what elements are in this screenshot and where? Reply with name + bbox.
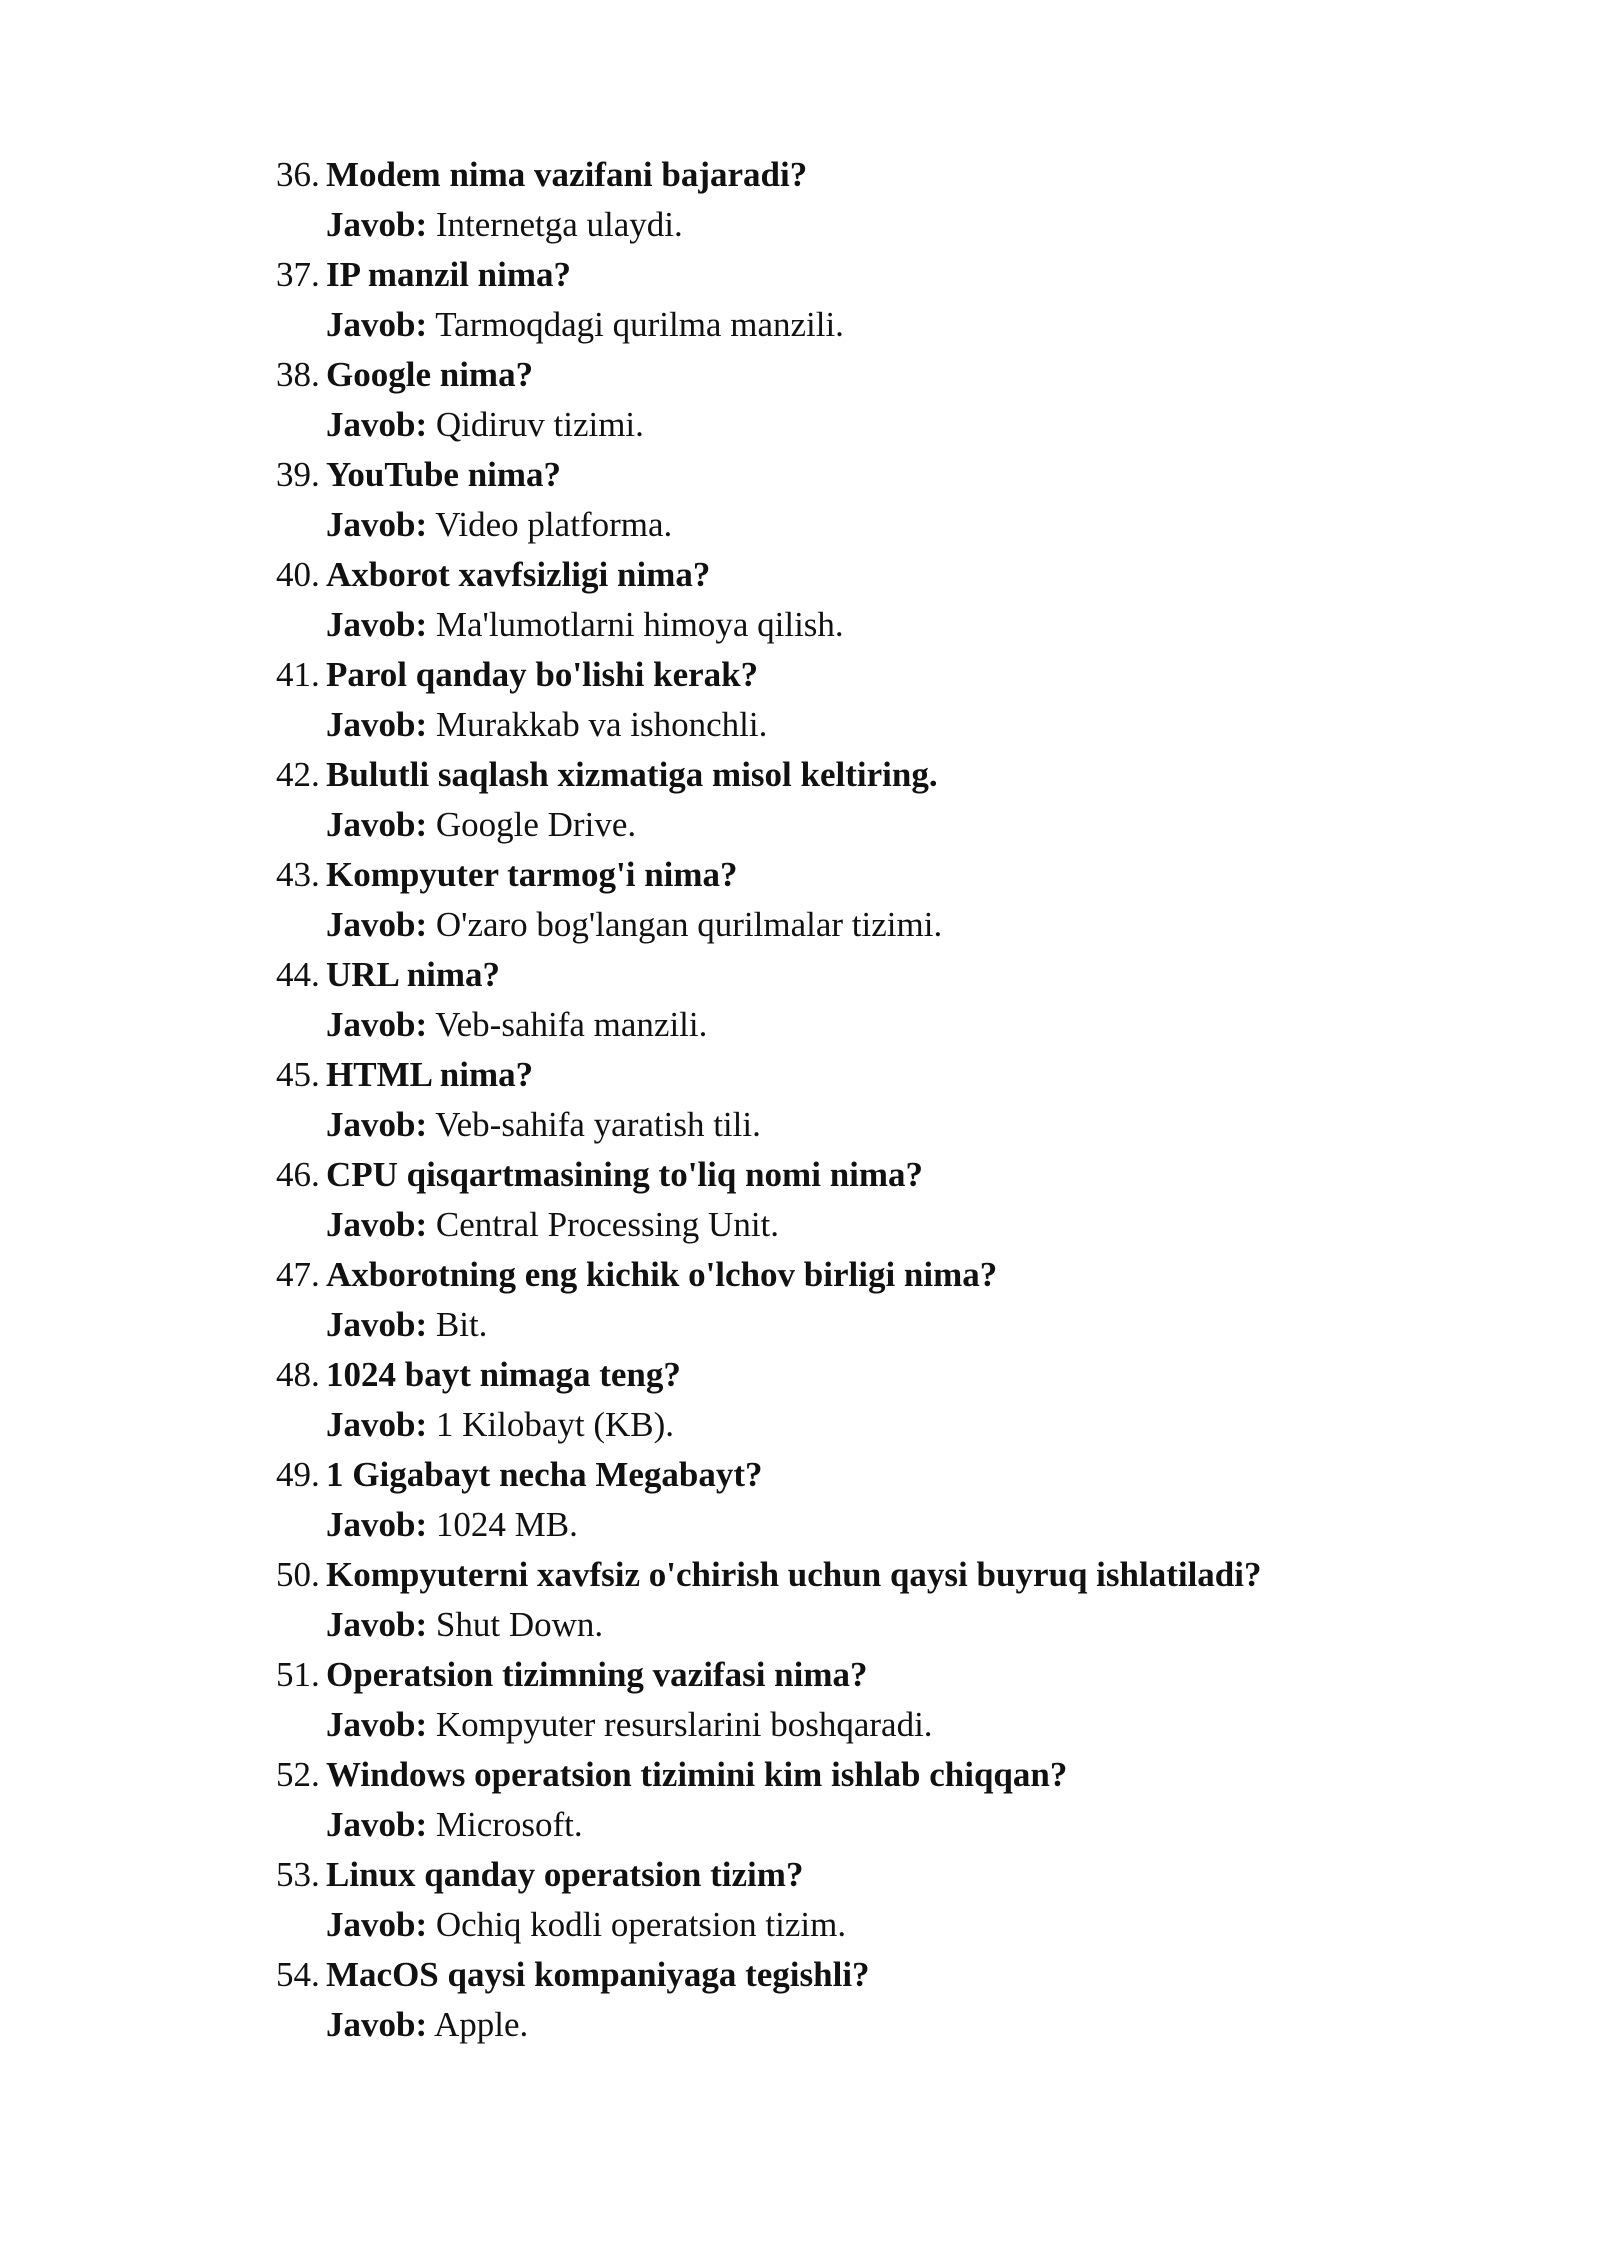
answer-label: Javob: — [326, 1905, 428, 1944]
qa-item — [276, 1750, 1516, 1850]
qa-item — [276, 1350, 1516, 1450]
question-line — [276, 1250, 1516, 1300]
answer-text: O'zaro bog'langan qurilmalar tizimi. — [435, 905, 943, 944]
question-line — [276, 1650, 1516, 1700]
answer-text: Bit. — [435, 1305, 488, 1344]
question-number: 50. — [276, 1555, 320, 1594]
answer-line — [276, 300, 1516, 350]
answer-line — [276, 1200, 1516, 1250]
answer-line — [276, 500, 1516, 550]
answer-label: Javob: — [326, 1805, 428, 1844]
answer-text: Internetga ulaydi. — [435, 205, 683, 244]
question-text: Axborotning eng kichik o'lchov birligi nima? — [326, 1255, 998, 1294]
qa-item — [276, 1950, 1516, 2050]
answer-text: 1024 MB. — [435, 1505, 578, 1544]
answer-text: Murakkab va ishonchli. — [435, 705, 768, 744]
question-number: 40. — [276, 555, 320, 594]
answer-label: Javob: — [326, 505, 428, 544]
question-text: Bulutli saqlash xizmatiga misol keltiring. — [326, 755, 938, 794]
question-text: HTML nima? — [326, 1055, 534, 1094]
question-number: 44. — [276, 955, 320, 994]
question-number: 37. — [276, 255, 320, 294]
question-text: 1024 bayt nimaga teng? — [326, 1355, 681, 1394]
answer-text: Google Drive. — [435, 805, 637, 844]
question-line — [276, 1450, 1516, 1500]
question-text: Parol qanday bo'lishi kerak? — [326, 655, 759, 694]
answer-text: Microsoft. — [435, 1805, 583, 1844]
question-line — [276, 950, 1516, 1000]
question-number: 41. — [276, 655, 320, 694]
qa-item — [276, 1050, 1516, 1150]
question-text: Axborot xavfsizligi nima? — [326, 555, 711, 594]
qa-item — [276, 850, 1516, 950]
qa-item — [276, 550, 1516, 650]
answer-label: Javob: — [326, 1205, 428, 1244]
question-number: 45. — [276, 1055, 320, 1094]
question-line — [276, 750, 1516, 800]
answer-text: Ma'lumotlarni himoya qilish. — [435, 605, 844, 644]
answer-text: Ochiq kodli operatsion tizim. — [435, 1905, 847, 1944]
answer-line — [276, 1300, 1516, 1350]
qa-item — [276, 1450, 1516, 1550]
qa-item — [276, 450, 1516, 550]
qa-item — [276, 650, 1516, 750]
qa-item — [276, 250, 1516, 350]
question-line — [276, 350, 1516, 400]
question-number: 49. — [276, 1455, 320, 1494]
qa-item — [276, 750, 1516, 850]
answer-line — [276, 1500, 1516, 1550]
answer-line — [276, 1100, 1516, 1150]
answer-line — [276, 200, 1516, 250]
answer-line — [276, 1400, 1516, 1450]
answer-line — [276, 600, 1516, 650]
answer-line — [276, 900, 1516, 950]
answer-text: Veb-sahifa manzili. — [435, 1005, 708, 1044]
qa-list — [276, 150, 1516, 2050]
answer-label: Javob: — [326, 2005, 428, 2044]
question-line — [276, 1350, 1516, 1400]
qa-item — [276, 950, 1516, 1050]
question-number: 42. — [276, 755, 320, 794]
question-number: 53. — [276, 1855, 320, 1894]
answer-line — [276, 700, 1516, 750]
question-number: 54. — [276, 1955, 320, 1994]
question-text: MacOS qaysi kompaniyaga tegishli? — [326, 1955, 870, 1994]
answer-label: Javob: — [326, 305, 428, 344]
question-number: 48. — [276, 1355, 320, 1394]
question-line — [276, 150, 1516, 200]
answer-label: Javob: — [326, 605, 428, 644]
answer-line — [276, 1800, 1516, 1850]
question-text: Kompyuter tarmog'i nima? — [326, 855, 738, 894]
question-line — [276, 250, 1516, 300]
answer-text: Central Processing Unit. — [435, 1205, 780, 1244]
answer-line — [276, 1900, 1516, 1950]
answer-text: Video platforma. — [435, 505, 673, 544]
question-line — [276, 450, 1516, 500]
question-line — [276, 1050, 1516, 1100]
qa-item — [276, 1550, 1516, 1650]
question-number: 47. — [276, 1255, 320, 1294]
answer-line — [276, 1700, 1516, 1750]
answer-label: Javob: — [326, 905, 428, 944]
question-text: URL nima? — [326, 955, 501, 994]
question-number: 51. — [276, 1655, 320, 1694]
answer-label: Javob: — [326, 805, 428, 844]
question-line — [276, 1850, 1516, 1900]
qa-item — [276, 1250, 1516, 1350]
answer-line — [276, 800, 1516, 850]
question-text: Linux qanday operatsion tizim? — [326, 1855, 804, 1894]
answer-text: Shut Down. — [435, 1605, 604, 1644]
answer-text: Tarmoqdagi qurilma manzili. — [435, 305, 844, 344]
question-number: 46. — [276, 1155, 320, 1194]
answer-label: Javob: — [326, 1605, 428, 1644]
answer-label: Javob: — [326, 705, 428, 744]
answer-line — [276, 1000, 1516, 1050]
answer-label: Javob: — [326, 1105, 428, 1144]
qa-item — [276, 350, 1516, 450]
answer-line — [276, 400, 1516, 450]
question-text: 1 Gigabayt necha Megabayt? — [326, 1455, 763, 1494]
answer-label: Javob: — [326, 405, 428, 444]
answer-label: Javob: — [326, 1505, 428, 1544]
answer-text: 1 Kilobayt (KB). — [435, 1405, 675, 1444]
qa-item — [276, 1650, 1516, 1750]
question-number: 39. — [276, 455, 320, 494]
question-text: CPU qisqartmasining to'liq nomi nima? — [326, 1155, 924, 1194]
question-number: 52. — [276, 1755, 320, 1794]
answer-label: Javob: — [326, 205, 428, 244]
question-line — [276, 1950, 1516, 2000]
question-line — [276, 1750, 1516, 1800]
question-line — [276, 550, 1516, 600]
question-line — [276, 1150, 1516, 1200]
answer-label: Javob: — [326, 1305, 428, 1344]
answer-label: Javob: — [326, 1405, 428, 1444]
qa-item — [276, 1850, 1516, 1950]
question-text: YouTube nima? — [326, 455, 562, 494]
question-number: 43. — [276, 855, 320, 894]
question-text: IP manzil nima? — [326, 255, 572, 294]
answer-label: Javob: — [326, 1005, 428, 1044]
question-number: 38. — [276, 355, 320, 394]
answer-text: Apple. — [433, 2005, 529, 2044]
answer-text: Qidiruv tizimi. — [435, 405, 644, 444]
answer-text: Kompyuter resurslarini boshqaradi. — [435, 1705, 933, 1744]
question-line — [276, 650, 1516, 700]
question-number: 36. — [276, 155, 320, 194]
question-line — [276, 1550, 1516, 1600]
qa-item — [276, 1150, 1516, 1250]
answer-text: Veb-sahifa yaratish tili. — [435, 1105, 761, 1144]
question-text: Kompyuterni xavfsiz o'chirish uchun qaysi buyruq ishlatiladi? — [326, 1555, 1262, 1594]
question-line — [276, 850, 1516, 900]
answer-line — [276, 1600, 1516, 1650]
question-text: Google nima? — [326, 355, 534, 394]
qa-item — [276, 150, 1516, 250]
question-text: Operatsion tizimning vazifasi nima? — [326, 1655, 868, 1694]
question-text: Modem nima vazifani bajaradi? — [326, 155, 808, 194]
answer-line — [276, 2000, 1516, 2050]
question-text: Windows operatsion tizimini kim ishlab chiqqan? — [326, 1755, 1068, 1794]
answer-label: Javob: — [326, 1705, 428, 1744]
